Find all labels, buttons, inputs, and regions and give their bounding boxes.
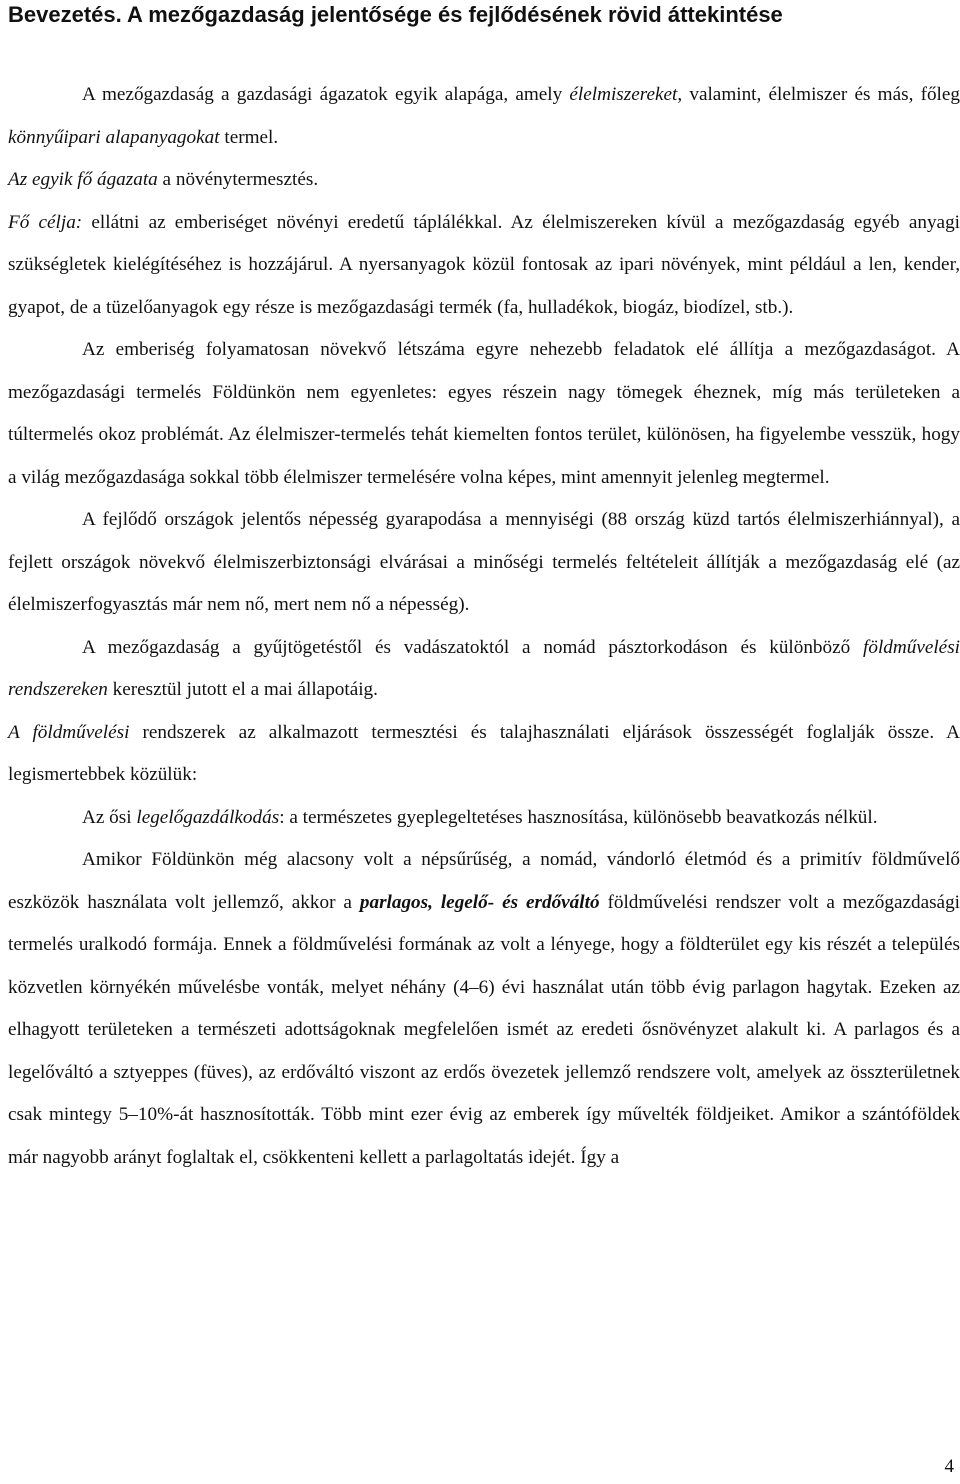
paragraph-population: Az emberiség folyamatosan növekvő létszáma egyre nehezebb feladatok elé állítja a mezőgazdaságot. A mezőgazdasági termelés Földünkön nem egyenletes: egyes részein nagy tömegek éheznek, míg más területeken a túltermelés okoz problémát. Az élelmiszer-termelés tehát kiemelten fontos terület, különösen, ha figyelembe vesszük, hogy a világ mezőgazdasága sokkal több élelmiszer termelésére volna képes, mint amennyit jelenleg megtermel. [8, 339, 960, 488]
text-run: földművelési rendszer volt a mezőgazdasági termelés uralkodó formája. Ennek a földművelési formának az volt a lényege, hogy a földterület egy kis részét a település közvetlen környékén művelésbe vonták, melyet néhány (4–6) évi használat után több évig parlagon hagytak. Ezeken az elhagyott területeken a természeti adottságoknak megfelelően ismét az eredeti ősnövényzet alakult ki. A parlagos és a legelőváltó a sztyeppes (füves), az erdőváltó viszont az erdős övezetek jellemző rendszere volt, amelyek az összterületnek csak mintegy 5–10%-át hasznosították. Több mint ezer évig az emberek így művelték földjeiket. Amikor a szántóföldek már nagyobb arányt foglaltak el, csökkenteni kellett a parlagoltatás idejét. Így a [8, 891, 960, 1168]
page-number: 4 [944, 1456, 954, 1477]
text-run: keresztül jutott el a mai állapotáig. [107, 679, 378, 700]
paragraph-fallow-system [8, 839, 960, 1179]
paragraph-history [8, 627, 960, 712]
text-run: termel. [219, 126, 279, 148]
italic-term: könnyűipari alapanyagokat [8, 126, 220, 148]
text-run: Amikor Földünkön még alacsony volt a népsűrűség, a nomád, vándorló életmód és a primitív földművelő eszközök használata volt jellemző, akkor a [8, 849, 960, 913]
body-text [8, 74, 960, 1179]
text-run: : a természetes gyeplegeltetéses hasznosítása, különösebb beavatkozás nélkül. [279, 806, 878, 828]
italic-term: A földművelési [8, 721, 130, 743]
text-run: ellátni az emberiséget növényi eredetű táplálékkal. Az élelmiszereken kívül a mezőgazdaság egyéb anyagi szükségletek kielégítéséhez is hozzájárul. A nyersanyagok közül fontosak az ipari növények, mint például a len, kender, gyapot, de a tüzelőanyagok egy része is mezőgazdasági termék (fa, hulladékok, biogáz, biodízel, stb.). [8, 211, 960, 318]
italic-term: legelőgazdálkodás [136, 806, 280, 828]
page-title: Bevezetés. A mezőgazdaság jelentősége és fejlődésének rövid áttekintése [8, 2, 783, 27]
italic-term: Fő célja: [8, 211, 83, 233]
italic-term: Az egyik fő ágazata [8, 169, 158, 190]
text-run: , valamint, élelmiszer és más, főleg [677, 84, 960, 105]
italic-term: élelmiszereket [569, 84, 678, 105]
paragraph-main-branch [8, 159, 960, 202]
text-run: A mezőgazdaság a gyűjtögetéstől és vadászatoktól a nomád pásztorkodáson és különböző [82, 636, 864, 658]
paragraph-pasture-farming [8, 797, 960, 840]
text-run: a növénytermesztés. [157, 169, 319, 190]
bold-italic-term: parlagos, legelő- és erdőváltó [359, 891, 600, 913]
italic-term: földművelési rendszereken [8, 636, 960, 700]
document-page [8, 0, 960, 1477]
text-run: Az ősi [82, 806, 137, 828]
paragraph-developing-countries: A fejlődő országok jelentős népesség gyarapodása a mennyiségi (88 ország küzd tartós élelmiszerhiánnyal), a fejlett országok növekvő élelmiszerbiztonsági elvárásai a minőségi termelés feltételeit állítják a mezőgazdaság elé (az élelmiszerfogyasztás már nem nő, mert nem nő a népesség). [8, 509, 960, 615]
paragraph-intro [8, 74, 960, 159]
paragraph-farming-systems [8, 712, 960, 797]
text-run: A mezőgazdaság a gazdasági ágazatok egyik alapága, amely [82, 84, 570, 105]
paragraph-main-goal [8, 202, 960, 330]
text-run: rendszerek az alkalmazott termesztési és talajhasználati eljárások összességét foglalják össze. A legismertebbek közülük: [8, 721, 960, 785]
